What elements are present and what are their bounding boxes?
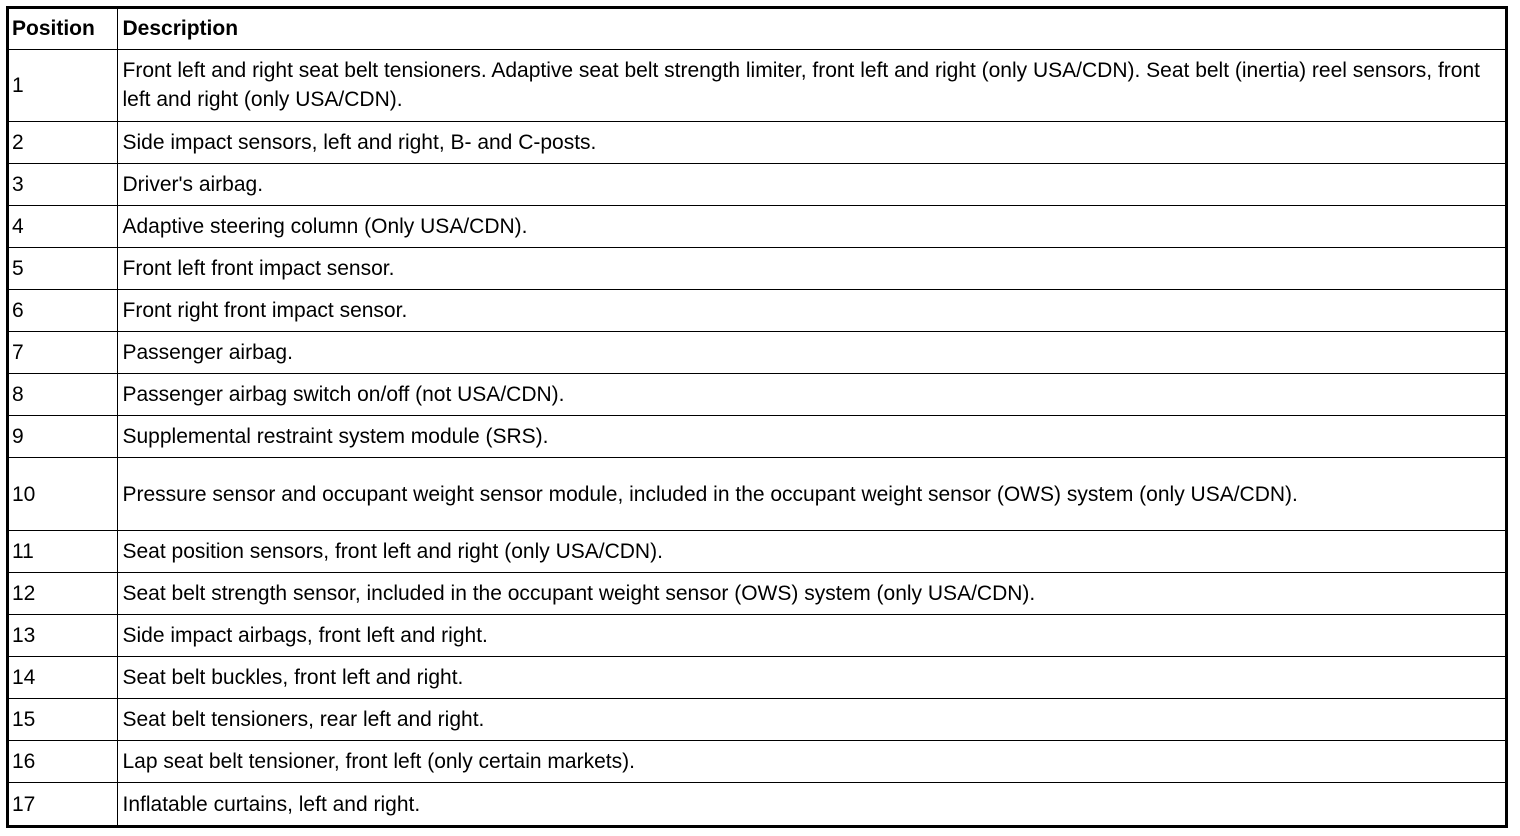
table-row [9, 458, 1505, 530]
position-cell: 12 [9, 572, 117, 614]
table-row [9, 741, 1505, 783]
position-cell: 16 [9, 741, 117, 783]
position-cell: 4 [9, 205, 117, 247]
table-row [9, 656, 1505, 698]
table-row [9, 374, 1505, 416]
component-table-frame [6, 6, 1508, 828]
description-cell: Inflatable curtains, left and right. [117, 783, 1505, 825]
table-header-row [9, 9, 1505, 49]
description-cell: Side impact sensors, left and right, B- and C-posts. [117, 121, 1505, 163]
table-row [9, 416, 1505, 458]
component-position-table [9, 9, 1505, 825]
position-column-header: Position [9, 9, 117, 49]
description-cell: Front right front impact sensor. [117, 290, 1505, 332]
description-cell: Seat belt tensioners, rear left and right. [117, 698, 1505, 740]
description-cell: Driver's airbag. [117, 163, 1505, 205]
description-cell: Supplemental restraint system module (SRS). [117, 416, 1505, 458]
position-cell: 13 [9, 614, 117, 656]
table-row [9, 572, 1505, 614]
description-cell: Side impact airbags, front left and right. [117, 614, 1505, 656]
table-row [9, 332, 1505, 374]
description-cell: Adaptive steering column (Only USA/CDN). [117, 205, 1505, 247]
position-cell: 9 [9, 416, 117, 458]
position-cell: 8 [9, 374, 117, 416]
description-cell: Seat position sensors, front left and right (only USA/CDN). [117, 530, 1505, 572]
description-cell: Pressure sensor and occupant weight sensor module, included in the occupant weight sensor (OWS) system (only USA/CDN). [117, 458, 1505, 530]
table-row [9, 121, 1505, 163]
description-cell: Front left front impact sensor. [117, 247, 1505, 289]
table-row [9, 290, 1505, 332]
table-row [9, 49, 1505, 121]
table-row [9, 530, 1505, 572]
position-cell: 10 [9, 458, 117, 530]
description-cell: Lap seat belt tensioner, front left (only certain markets). [117, 741, 1505, 783]
table-row [9, 205, 1505, 247]
description-column-header: Description [117, 9, 1505, 49]
table-row [9, 783, 1505, 825]
position-cell: 14 [9, 656, 117, 698]
position-cell: 17 [9, 783, 117, 825]
table-row [9, 163, 1505, 205]
position-cell: 1 [9, 49, 117, 121]
table-row [9, 614, 1505, 656]
position-cell: 7 [9, 332, 117, 374]
description-cell: Passenger airbag switch on/off (not USA/CDN). [117, 374, 1505, 416]
description-cell: Passenger airbag. [117, 332, 1505, 374]
position-cell: 15 [9, 698, 117, 740]
description-cell: Front left and right seat belt tensioners. Adaptive seat belt strength limiter, front left and right (only USA/CDN). Seat belt (inertia) reel sensors, front left and right (only USA/CDN). [117, 49, 1505, 121]
position-cell: 6 [9, 290, 117, 332]
position-cell: 3 [9, 163, 117, 205]
table-row [9, 698, 1505, 740]
position-cell: 5 [9, 247, 117, 289]
table-row [9, 247, 1505, 289]
description-cell: Seat belt strength sensor, included in the occupant weight sensor (OWS) system (only USA/CDN). [117, 572, 1505, 614]
position-cell: 2 [9, 121, 117, 163]
position-cell: 11 [9, 530, 117, 572]
description-cell: Seat belt buckles, front left and right. [117, 656, 1505, 698]
